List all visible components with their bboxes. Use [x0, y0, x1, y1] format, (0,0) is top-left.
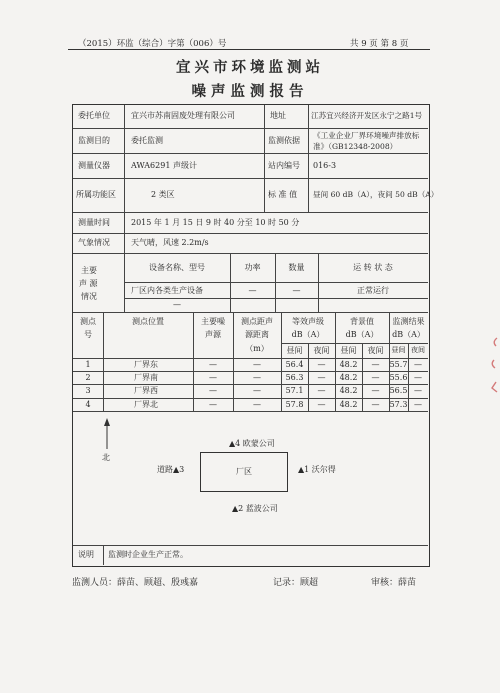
weather-label: 气象情况 — [78, 238, 110, 247]
row-rule — [73, 153, 428, 154]
row-rule — [73, 253, 428, 254]
point-1-label: ▲1 沃尔得 — [298, 465, 336, 474]
col-rule — [230, 253, 231, 312]
address-value: 江苏宜兴经济开发区永宁之路1号 — [311, 111, 423, 120]
measure-h-bg-2: dB（A） — [345, 330, 379, 339]
measure-row-2-dist: — — [253, 373, 261, 382]
measure-row-1-src: — — [209, 360, 217, 369]
source-row-1-status: 正常运行 — [357, 286, 389, 295]
row-rule — [281, 343, 428, 344]
row-rule — [73, 233, 428, 234]
point-3-label: 道路▲3 — [157, 465, 185, 474]
instrument-value: AWA6291 声级计 — [131, 161, 197, 170]
measure-h-eq-1: 等效声级 — [292, 317, 324, 326]
measure-row-1-no: 1 — [85, 360, 91, 369]
measure-row-4-dist: — — [253, 400, 261, 409]
measure-row-3-res-night: — — [414, 386, 422, 395]
row-rule — [73, 545, 428, 546]
res-night-header: 夜间 — [411, 346, 425, 354]
row-rule — [73, 178, 428, 179]
address-label: 地址 — [270, 111, 286, 120]
row-rule — [73, 212, 428, 213]
time-label: 测量时间 — [78, 218, 110, 227]
measure-row-1-res-day: 55.7 — [389, 360, 408, 369]
measure-row-1-eq-day: 56.4 — [285, 360, 304, 369]
measure-row-3-src: — — [209, 386, 217, 395]
instrument-label: 测量仪器 — [78, 161, 110, 170]
red-seal-stamp — [488, 330, 500, 410]
measure-h-location: 测点位置 — [132, 317, 164, 326]
measure-h-eq-2: dB（A） — [291, 330, 325, 339]
recorder: 记录：顾超 — [273, 578, 319, 588]
eq-day-header: 昼间 — [286, 346, 303, 355]
notes-text: 监测时企业生产正常。 — [108, 550, 188, 559]
measure-row-2-loc: 厂界南 — [134, 373, 158, 382]
measure-row-4-loc: 厂界北 — [134, 400, 158, 409]
zone-label: 所属功能区 — [76, 190, 116, 199]
measure-h-dist-3: （m） — [245, 344, 269, 353]
measure-h-source-1: 主要噪 — [201, 317, 225, 326]
measure-h-source-2: 声源 — [205, 330, 221, 339]
measure-row-2-bg-day: 48.2 — [339, 373, 358, 382]
row-rule — [73, 398, 428, 399]
measure-row-4-src: — — [209, 400, 217, 409]
row-rule — [73, 312, 428, 313]
measure-row-4-bg-night: — — [371, 400, 380, 409]
standard-value: 昼间 60 dB（A），夜间 50 dB（A） — [313, 190, 439, 199]
measure-row-2-src: — — [209, 373, 217, 382]
measure-row-4-res-night: — — [414, 400, 422, 409]
row-rule — [73, 371, 428, 372]
measure-row-3-eq-day: 57.1 — [285, 386, 304, 395]
reviewer: 审核：薛苗 — [371, 578, 417, 588]
col-rule — [275, 253, 276, 312]
client-label: 委托单位 — [78, 111, 110, 120]
basis-value-line2: 准》（GB12348-2008） — [313, 142, 398, 151]
report-title: 噪声监测报告 — [191, 83, 309, 100]
measure-row-2-no: 2 — [85, 373, 91, 382]
sources-col-status: 运 转 状 态 — [353, 263, 393, 272]
sources-label-3: 情况 — [81, 292, 97, 301]
source-row-1-device: 厂区内各类生产设备 — [131, 286, 203, 295]
row-rule — [73, 411, 428, 412]
station-label: 站内编号 — [268, 161, 300, 170]
monitoring-staff: 监测人员：薛苗、顾超、殷彧嘉 — [72, 578, 199, 588]
measure-row-2-eq-day: 56.3 — [285, 373, 304, 382]
col-rule — [103, 312, 104, 411]
measure-row-3-no: 3 — [85, 386, 91, 395]
station-title: 宜兴市环境监测站 — [176, 59, 324, 76]
measure-h-dist-1: 测点距声 — [241, 317, 273, 326]
measure-row-1-res-night: — — [414, 360, 422, 369]
measure-row-1-eq-night: — — [317, 360, 326, 369]
row-rule — [73, 358, 428, 359]
measure-row-4-eq-night: — — [317, 400, 326, 409]
client-value: 宜兴市苏南固废处理有限公司 — [131, 111, 235, 120]
measure-h-bg-1: 背景值 — [350, 317, 374, 326]
factory-label: 厂区 — [236, 467, 252, 476]
document-number: （2015）环监（综合）字第（006）号 — [78, 39, 227, 49]
measure-row-2-res-night: — — [414, 373, 422, 382]
measure-row-2-eq-night: — — [317, 373, 326, 382]
north-arrow — [100, 418, 114, 450]
measure-h-res-2: dB（A） — [392, 330, 425, 339]
header-rule — [68, 49, 430, 50]
measure-row-4-no: 4 — [85, 400, 91, 409]
measure-row-3-bg-night: — — [371, 386, 380, 395]
station-value: 016-3 — [313, 161, 337, 170]
sources-col-power: 功率 — [244, 263, 261, 272]
row-rule — [73, 384, 428, 385]
measure-h-dist-2: 源距离 — [245, 330, 269, 339]
standard-label: 标 准 值 — [268, 190, 298, 199]
source-row-2-device: — — [173, 300, 181, 309]
measure-row-3-loc: 厂界西 — [134, 386, 158, 395]
measure-h-point-1: 测点 — [80, 317, 96, 326]
sources-label-2: 声 源 — [79, 279, 98, 288]
measure-row-4-bg-day: 48.2 — [339, 400, 358, 409]
measure-row-2-bg-night: — — [371, 373, 380, 382]
sources-col-device: 设备名称、型号 — [149, 263, 205, 272]
source-row-1-qty: — — [292, 286, 301, 295]
measure-row-1-loc: 厂界东 — [134, 360, 158, 369]
measure-row-3-bg-day: 48.2 — [339, 386, 358, 395]
measure-row-1-bg-day: 48.2 — [339, 360, 358, 369]
eq-night-header: 夜间 — [313, 346, 330, 355]
row-rule — [124, 298, 428, 299]
col-rule — [124, 105, 125, 253]
time-value: 2015 年 1 月 15 日 9 时 40 分至 10 时 50 分 — [131, 218, 300, 227]
col-rule — [308, 105, 309, 212]
measure-row-4-eq-day: 57.8 — [285, 400, 304, 409]
basis-value-line1: 《工业企业厂界环境噪声排放标 — [313, 131, 420, 140]
bg-day-header: 昼间 — [340, 346, 357, 355]
col-rule — [103, 545, 104, 565]
north-label: 北 — [102, 453, 110, 462]
measure-row-4-res-day: 57.3 — [389, 400, 408, 409]
page-info: 共 9 页 第 8 页 — [350, 39, 409, 49]
measure-row-3-res-day: 56.5 — [389, 386, 408, 395]
sources-label-1: 主要 — [81, 266, 97, 275]
basis-label: 监测依据 — [268, 136, 300, 145]
row-rule — [124, 282, 428, 283]
point-4-label: ▲4 欧蒙公司 — [229, 439, 275, 448]
measure-row-1-bg-night: — — [371, 360, 380, 369]
measure-row-1-dist: — — [253, 360, 261, 369]
notes-label: 说明 — [78, 550, 94, 559]
weather-value: 天气晴，风速 2.2m/s — [131, 238, 209, 247]
measure-h-point-2: 号 — [84, 330, 92, 339]
measure-row-2-res-day: 55.6 — [389, 373, 408, 382]
measure-row-3-dist: — — [253, 386, 261, 395]
res-day-header: 昼间 — [391, 346, 406, 354]
zone-value: 2 类区 — [151, 190, 175, 199]
row-rule — [73, 128, 428, 129]
purpose-value: 委托监测 — [131, 136, 163, 145]
purpose-label: 监测目的 — [78, 136, 110, 145]
source-row-1-power: — — [248, 286, 257, 295]
col-rule — [264, 105, 265, 212]
col-rule — [318, 253, 319, 312]
measure-h-res-1: 监测结果 — [392, 317, 425, 326]
bg-night-header: 夜间 — [367, 346, 384, 355]
point-2-label: ▲2 蓝波公司 — [232, 504, 278, 513]
measure-row-3-eq-night: — — [317, 386, 326, 395]
sources-col-qty: 数量 — [288, 263, 305, 272]
